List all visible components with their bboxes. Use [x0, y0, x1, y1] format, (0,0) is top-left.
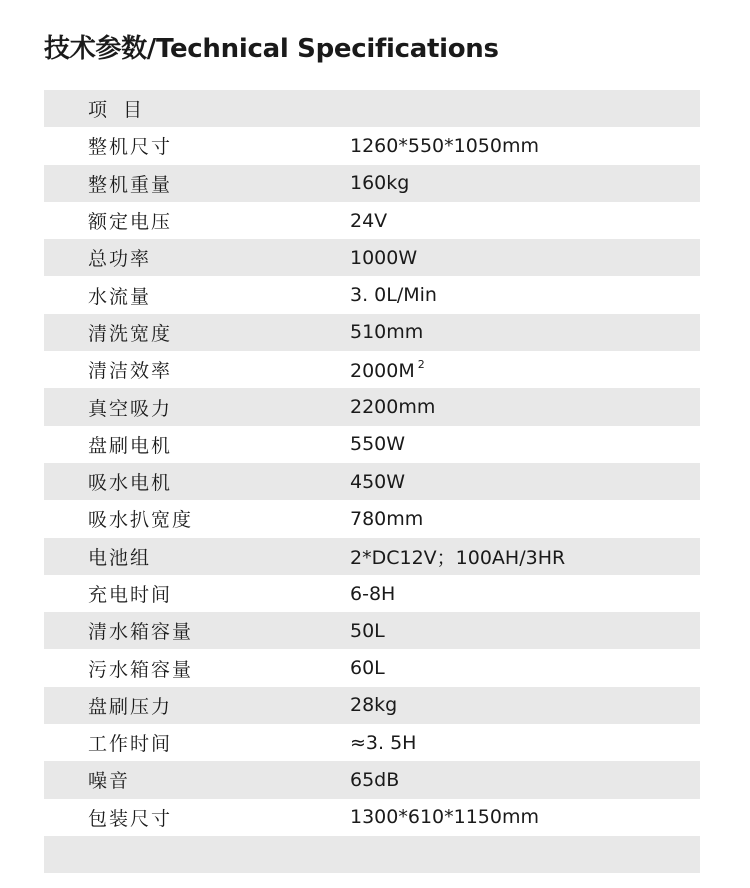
spec-value-text: 160kg	[350, 172, 410, 195]
spec-label: 包装尺寸	[88, 807, 173, 830]
spec-value-text: 2*DC12V；100AH/3HR	[350, 546, 566, 569]
spec-value-text: 510mm	[350, 321, 424, 344]
spec-value-text: 24V	[350, 209, 388, 232]
table-row	[44, 612, 700, 649]
table-row	[44, 687, 700, 724]
spec-label: 清水箱容量	[88, 621, 194, 644]
spec-value	[350, 172, 700, 194]
spec-label: 吸水电机	[88, 472, 173, 495]
spec-label: 电池组	[88, 546, 152, 569]
spec-value-text: ≈3. 5H	[350, 731, 417, 754]
spec-value	[350, 210, 700, 232]
spec-label: 总功率	[88, 248, 152, 271]
spec-value-text: 1000W	[350, 246, 418, 269]
spec-value-text: 1260*550*1050mm	[350, 134, 539, 157]
spec-rows	[44, 127, 700, 836]
spec-value	[350, 135, 700, 157]
table-row	[44, 388, 700, 425]
table-row	[44, 165, 700, 202]
spec-value-text: 6-8H	[350, 582, 396, 605]
spec-value-text: 2000M	[350, 359, 415, 382]
spec-value-superscript: 2	[417, 357, 425, 371]
table-row	[44, 724, 700, 761]
spec-label: 清洁效率	[88, 360, 173, 383]
spec-value-text: 780mm	[350, 507, 424, 530]
spec-value	[350, 806, 700, 828]
spec-label: 整机尺寸	[88, 136, 173, 159]
spec-value	[350, 694, 700, 716]
spec-value-text: 50L	[350, 619, 385, 642]
spec-value-text: 2200mm	[350, 396, 436, 419]
table-row	[44, 276, 700, 313]
spec-label: 充电时间	[88, 584, 173, 606]
spec-value-text: 60L	[350, 657, 385, 680]
spec-label: 额定电压	[88, 211, 173, 234]
table-row	[44, 799, 700, 836]
spec-value	[350, 284, 700, 306]
spec-label: 水流量	[88, 285, 152, 308]
spec-value	[350, 620, 700, 642]
spec-value-text: 28kg	[350, 694, 398, 717]
spec-label: 清洗宽度	[88, 322, 173, 345]
table-row	[44, 500, 700, 537]
spec-value	[350, 396, 700, 418]
table-row	[44, 351, 700, 388]
spec-table	[44, 90, 700, 873]
table-row	[44, 575, 700, 612]
spec-label: 盘刷压力	[88, 695, 173, 718]
spec-value-text: 3. 0L/Min	[350, 284, 437, 307]
spec-value-text: 550W	[350, 433, 406, 456]
table-row	[44, 127, 700, 164]
spec-label: 工作时间	[88, 733, 173, 756]
table-row	[44, 538, 700, 575]
spec-label: 吸水扒宽度	[88, 509, 194, 532]
spec-value	[350, 543, 700, 570]
spec-value	[350, 657, 700, 679]
header-label: 项目	[88, 99, 159, 122]
spec-label: 污水箱容量	[88, 658, 194, 681]
spec-value	[350, 769, 700, 791]
spec-value	[350, 508, 700, 530]
spec-value	[350, 732, 700, 754]
spec-value	[350, 471, 700, 493]
table-row	[44, 314, 700, 351]
spec-value-text: 450W	[350, 470, 406, 493]
spec-label: 整机重量	[88, 173, 173, 196]
table-row	[44, 761, 700, 798]
spec-value	[350, 358, 700, 382]
table-row	[44, 202, 700, 239]
spec-value-text: 1300*610*1150mm	[350, 806, 539, 829]
table-footer-row	[44, 836, 700, 873]
table-row	[44, 239, 700, 276]
spec-label: 盘刷电机	[88, 434, 173, 457]
spec-value-text: 65dB	[350, 768, 400, 791]
spec-label: 噪音	[88, 770, 131, 793]
table-header-row	[44, 90, 700, 127]
spec-label: 真空吸力	[88, 397, 173, 420]
table-row	[44, 463, 700, 500]
spec-value	[350, 321, 700, 343]
table-row	[44, 649, 700, 686]
spec-value	[350, 247, 700, 269]
spec-value	[350, 583, 700, 605]
page-title: 技术参数/Technical Specifications	[44, 34, 499, 64]
spec-value	[350, 433, 700, 455]
table-row	[44, 426, 700, 463]
